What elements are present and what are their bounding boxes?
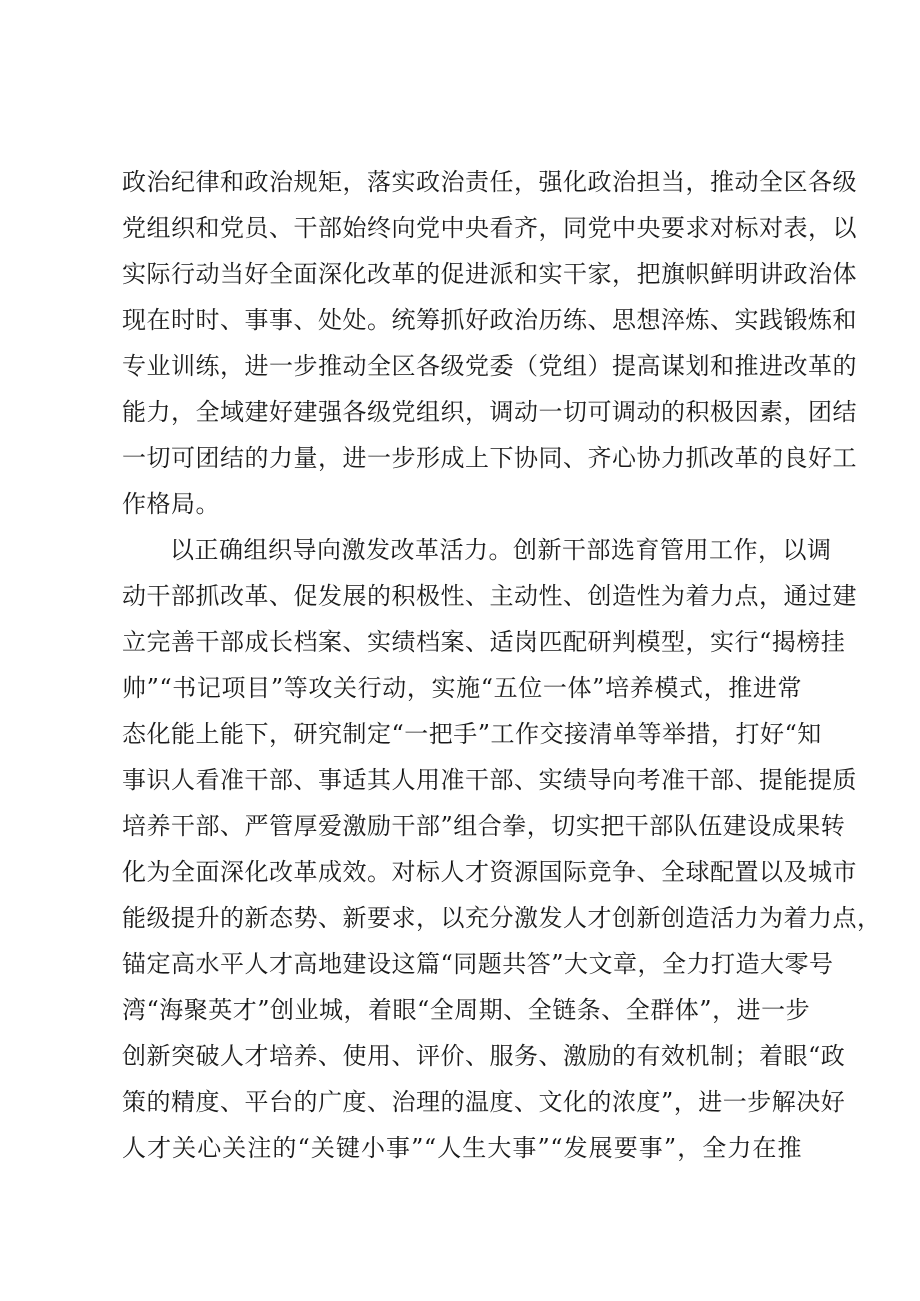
text-line: 一切可团结的力量，进一步形成上下协同、齐心协力抓改革的良好工: [122, 444, 857, 472]
text-line: 实际行动当好全面深化改革的促进派和实干家，把旗帜鲜明讲政治体: [122, 260, 857, 288]
text-line: 策的精度、平台的广度、治理的温度、文化的浓度”，进一步解决好: [122, 1088, 846, 1116]
text-line: 现在时时、事事、处处。统筹抓好政治历练、思想淬炼、实践锻炼和: [122, 306, 857, 334]
text-line: 党组织和党员、干部始终向党中央看齐，同党中央要求对标对表，以: [122, 214, 857, 242]
text-line: 培养干部、严管厚爱激励干部”组合拳，切实把干部队伍建设成果转: [122, 812, 846, 840]
text-line: 事识人看准干部、事适其人用准干部、实绩导向考准干部、提能提质: [122, 766, 857, 794]
text-line: 能力，全域建好建强各级党组织，调动一切可调动的积极因素，团结: [122, 398, 857, 426]
text-line: 立完善干部成长档案、实绩档案、适岗匹配研判模型，实行“揭榜挂: [122, 628, 846, 656]
text-line: 锚定高水平人才高地建设这篇“同题共答”大文章，全力打造大零号: [122, 950, 834, 978]
text-line: 专业训练，进一步推动全区各级党委（党组）提高谋划和推进改革的: [122, 352, 857, 380]
text-line: 动干部抓改革、促发展的积极性、主动性、创造性为着力点，通过建: [122, 582, 857, 610]
text-line: 湾“海聚英才”创业城，着眼“全周期、全链条、全群体”，进一步: [122, 996, 811, 1024]
text-line: 帅”“书记项目”等攻关行动，实施“五位一体”培养模式，推进常: [122, 674, 802, 702]
text-line: 人才关心关注的“关键小事”“人生大事”“发展要事”，全力在推: [122, 1134, 802, 1162]
text-line: 创新突破人才培养、使用、评价、服务、激励的有效机制；着眼“政: [122, 1042, 846, 1070]
paragraph-heading-line: 以正确组织导向激发改革活力。创新干部选育管用工作，以调: [170, 536, 832, 564]
text-line: 化为全面深化改革成效。对标人才资源国际竞争、全球配置以及城市: [122, 858, 857, 886]
text-line: 态化能上能下，研究制定“一把手”工作交接清单等举措，打好“知: [122, 720, 822, 748]
text-line: 政治纪律和政治规矩，落实政治责任，强化政治担当，推动全区各级: [122, 168, 857, 196]
text-line: 能级提升的新态势、新要求，以充分激发人才创新创造活力为着力点，: [122, 904, 882, 932]
text-line: 作格局。: [122, 490, 220, 518]
